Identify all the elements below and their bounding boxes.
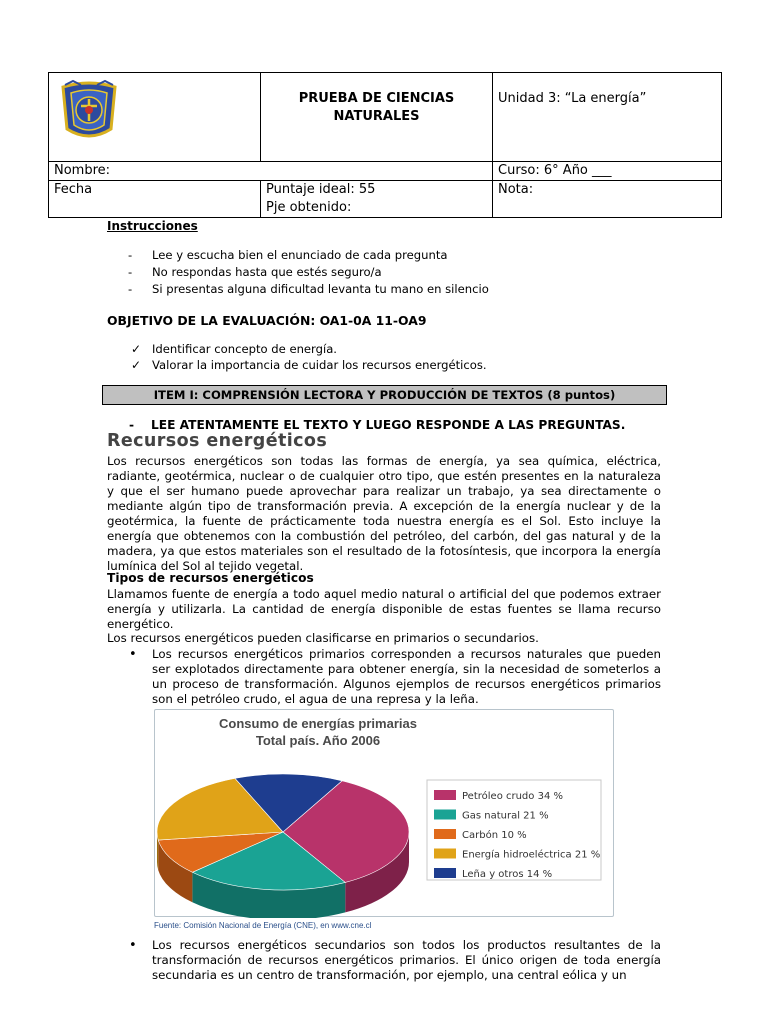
pie-slices (157, 774, 409, 918)
score-obtained[interactable]: Pje obtenido: (266, 200, 352, 215)
date-field[interactable]: Fecha (49, 181, 261, 218)
dash-marker: - (129, 418, 135, 432)
objective-list (131, 341, 487, 373)
item-header: ITEM I: COMPRENSIÓN LECTORA Y PRODUCCIÓN DE TEXTOS (8 puntos) (102, 385, 667, 405)
legend-label: Leña y otros 14 % (462, 869, 553, 880)
reading-subtitle: Tipos de recursos energéticos (107, 571, 314, 585)
exam-title: PRUEBA DE CIENCIAS NATURALES (261, 73, 493, 162)
score-cell (261, 181, 493, 218)
instructions-title: Instrucciones (107, 219, 198, 233)
reading-instruction-text: LEE ATENTAMENTE EL TEXTO Y LUEGO RESPONDE A LAS PREGUNTAS. (151, 418, 626, 432)
logo-cell (49, 73, 261, 162)
instructions-list (128, 247, 489, 298)
course-field[interactable]: Curso: 6° Año ___ (493, 162, 722, 181)
chart-subtitle: Total país. Año 2006 (255, 733, 381, 748)
reading-title: Recursos energéticos (107, 431, 328, 451)
legend-swatch (434, 790, 456, 800)
instruction-item: - No respondas hasta que estés seguro/a (128, 264, 489, 281)
legend-label: Gas natural 21 % (462, 810, 549, 822)
pie-chart (154, 709, 614, 917)
reading-instruction (129, 418, 625, 432)
chart-source: Fuente: Comisión Nacional de Energía (CNE), en www.cne.cl (154, 921, 372, 930)
legend-swatch (434, 810, 456, 820)
instruction-item: - Si presentas alguna dificultad levanta tu mano en silencio (128, 281, 489, 298)
reading-paragraph-2: Llamamos fuente de energía a todo aquel medio natural o artificial del que podemos extraer energía y utilizarla. La cantidad de energía disponible de estas fuentes se llama recurso energético. (107, 587, 661, 631)
legend-label: Petróleo crudo 34 % (462, 791, 563, 802)
legend-label: Carbón 10 % (462, 830, 527, 841)
header-table (48, 72, 722, 218)
legend-label: Energía hidroeléctrica 21 % (462, 849, 601, 861)
reading-bullet-1: • Los recursos energéticos primarios corresponden a recursos naturales que pueden ser explotados directamente para obtener energía, sin la necesidad de someterlos a un proceso de transformación. Algunos ejemplos de recursos energéticos primarios son el petróleo crudo, el agua de una represa y la leña. (129, 647, 661, 707)
objective-item: ✓ Valorar la importancia de cuidar los recursos energéticos. (131, 357, 487, 373)
reading-bullet-2: • Los recursos energéticos secundarios son todos los productos resultantes de la transformación de recursos energéticos primarios. El único origen de toda energía secundaria es un centro de transformación, por ejemplo, una central eólica y un (129, 938, 661, 983)
reading-paragraph-3: Los recursos energéticos pueden clasificarse en primarios o secundarios. (107, 631, 539, 645)
grade-field[interactable]: Nota: (493, 181, 722, 218)
legend-swatch (434, 849, 456, 859)
school-logo-icon (59, 79, 119, 143)
name-field[interactable]: Nombre: (49, 162, 493, 181)
reading-paragraph-1: Los recursos energéticos son todas las formas de energía, ya sea química, eléctrica, radiante, geotérmica, nuclear o de cualquier otro tipo, que estén presentes en la naturaleza y que el ser humano puede aprovechar para realizar un trabajo, ya sea directamente o mediante algún tipo de transformación previa. A excepción de la energía nuclear y de la geotérmica, la fuente de prácticamente toda nuestra energía es el Sol. Esto incluye la energía que obtenemos con la combustión del petróleo, del carbón, del gas natural y de la madera, ya que estos materiales son el resultado de la fotosíntesis, que incorpora la energía lumínica del Sol al tejido vegetal. (107, 454, 661, 573)
chart-title: Consumo de energías primarias (219, 716, 417, 731)
unit-label: Unidad 3: “La energía” (493, 73, 722, 162)
legend-swatch (434, 829, 456, 839)
legend-swatch (434, 868, 456, 878)
objective-item: ✓ Identificar concepto de energía. (131, 341, 487, 357)
objective-title: OBJETIVO DE LA EVALUACIÓN: OA1-0A 11-OA9 (107, 313, 427, 328)
pie-chart-svg (155, 710, 615, 918)
score-ideal: Puntaje ideal: 55 (266, 182, 376, 197)
instruction-item: - Lee y escucha bien el enunciado de cada pregunta (128, 247, 489, 264)
